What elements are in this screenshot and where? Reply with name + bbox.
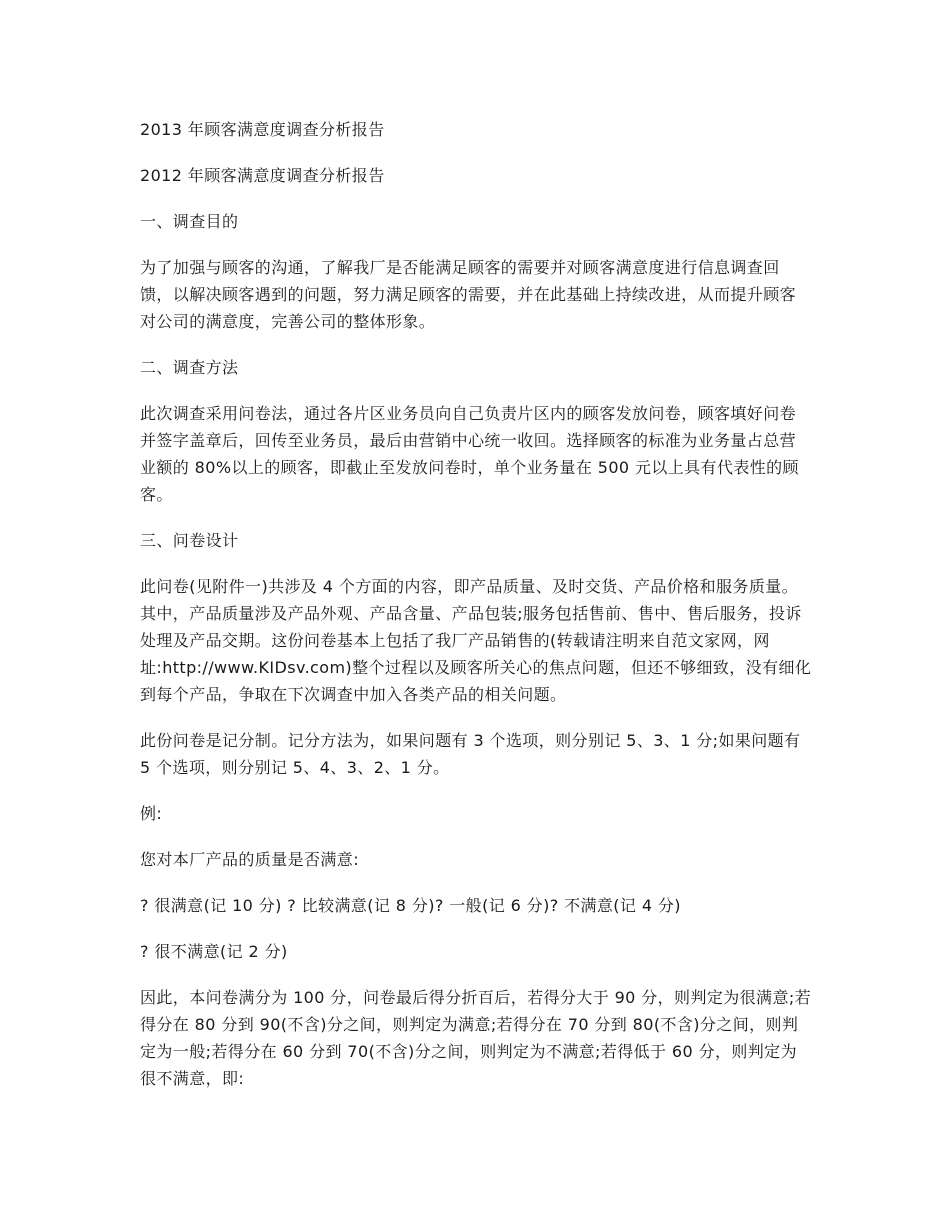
example-options-line-1: ? 很满意(记 10 分) ? 比较满意(记 8 分)? 一般(记 6 分)? 不满意(记 4 分) [140, 896, 681, 915]
report-title-2013: 2013 年顾客满意度调查分析报告 [140, 120, 385, 139]
section-body-scoring-method: 此份问卷是记分制。记分方法为，如果问题有 3 个选项，则分别记 5、3、1 分;如果问题有 5 个选项，则分别记 5、4、3、2、1 分。 [140, 731, 801, 777]
section-body-questionnaire: 此问卷(见附件一)共涉及 4 个方面的内容，即产品质量、及时交货、产品价格和服务质量。其中，产品质量涉及产品外观、产品含量、产品包装;服务包括售前、售中、售后服务，投诉处理及产品交期。这份问卷基本上包括了我厂产品销售的(转载请注明来自范文家网，网址:http://www.KIDsv.com)整个过程以及顾客所关心的焦点问题，但还不够细致，没有细化到每个产品，争取在下次调查中加入各类产品的相关问题。 [140, 577, 812, 704]
section-heading-questionnaire: 三、问卷设计 [140, 531, 239, 550]
example-options-line-2: ? 很不满意(记 2 分) [140, 942, 288, 961]
section-body-purpose: 为了加强与顾客的沟通，了解我厂是否能满足顾客的需要并对顾客满意度进行信息调查回馈，以解决顾客遇到的问题，努力满足顾客的需要，并在此基础上持续改进，从而提升顾客对公司的满意度，完善公司的整体形象。 [140, 258, 797, 331]
section-body-method: 此次调查采用问卷法，通过各片区业务员向自己负责片区内的顾客发放问卷，顾客填好问卷并签字盖章后，回传至业务员，最后由营销中心统一收回。选择顾客的标准为业务量占总营业额的 80%以上的顾客，即截止至发放问卷时，单个业务量在 500 元以上具有代表性的顾客。 [140, 404, 799, 504]
scoring-body: 因此，本问卷满分为 100 分，问卷最后得分折百后，若得分大于 90 分，则判定为很满意;若得分在 80 分到 90(不含)分之间，则判定为满意;若得分在 70 分到 80(不含)分之间，则判定为一般;若得分在 60 分到 70(不含)分之间，则判定为不满意;若得低于 60 分，则判定为很不满意，即: [140, 988, 812, 1088]
example-question: 您对本厂产品的质量是否满意: [140, 850, 359, 869]
section-heading-purpose: 一、调查目的 [140, 212, 239, 231]
section-heading-method: 二、调查方法 [140, 358, 239, 377]
report-title-2012: 2012 年顾客满意度调查分析报告 [140, 166, 385, 185]
example-label: 例: [140, 804, 163, 823]
document-body [140, 116, 812, 1111]
